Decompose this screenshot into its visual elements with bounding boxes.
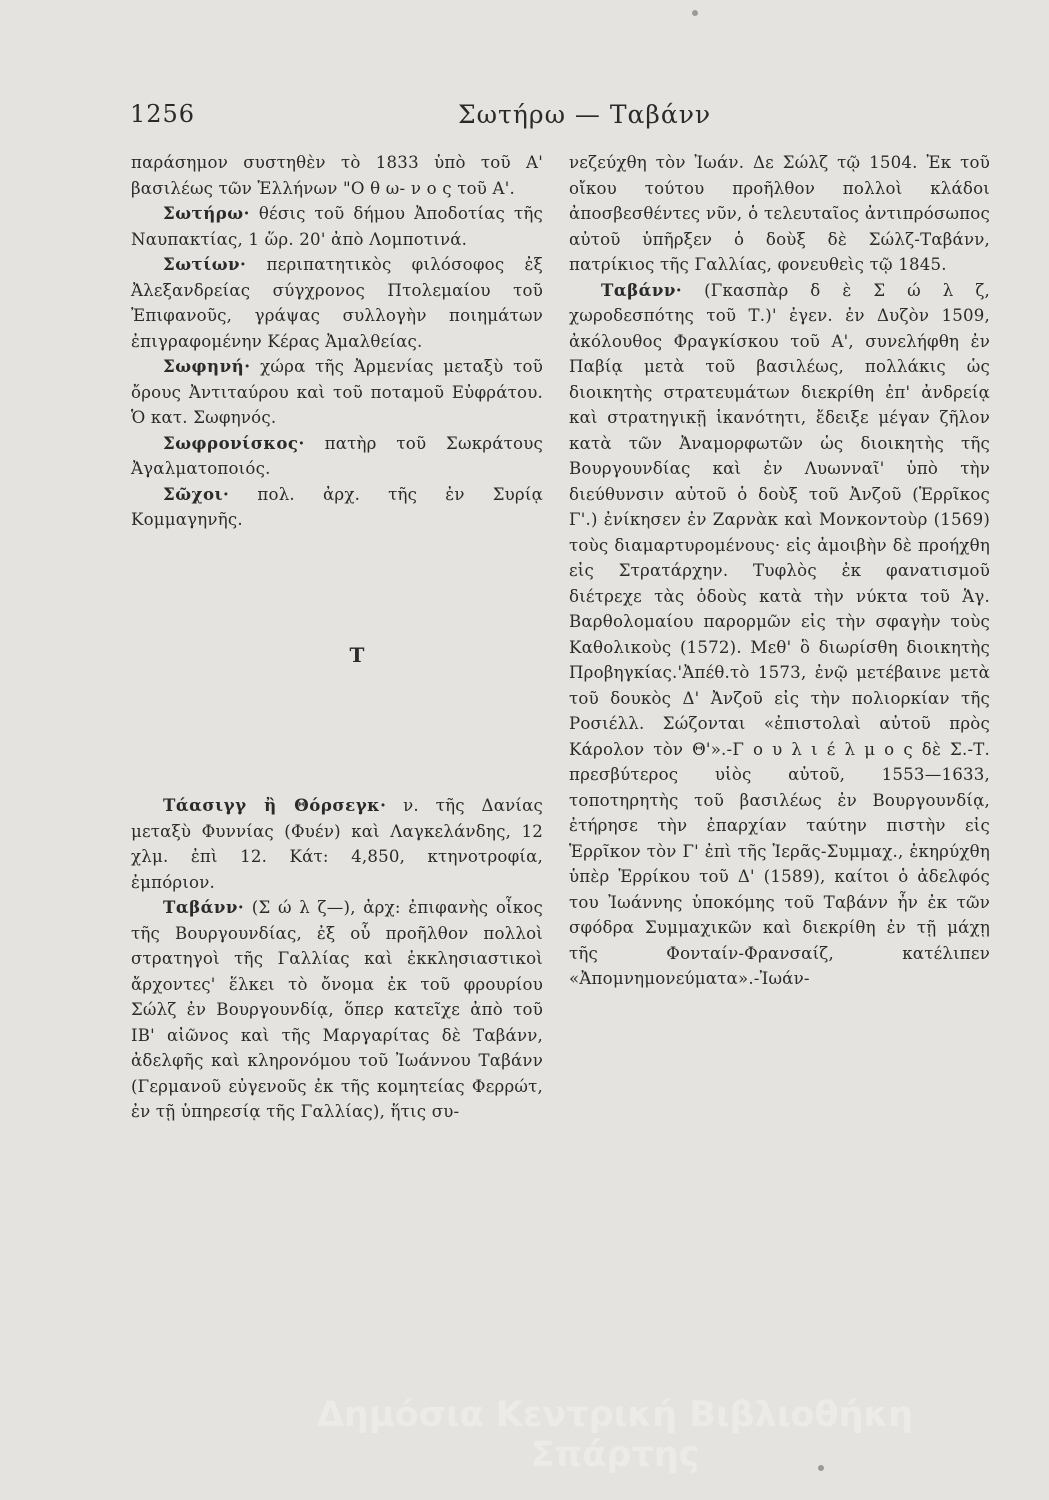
entry-tavannes-house [131, 895, 543, 1125]
entry-text: παράσημον συστηθὲν τὸ 1833 ὑπὸ τοῦ Α' βασιλέως τῶν Ἑλλήνων "Ο θ ω- ν ο ς τοῦ Α'. [131, 153, 543, 198]
page-header [130, 100, 990, 140]
entry-sochoi [131, 482, 543, 533]
running-title: Σωτήρω — Ταβάνν [458, 100, 712, 129]
entry-tavannes-gaspard [569, 278, 990, 992]
right-column [569, 150, 990, 992]
headword: Σωτήρω· [163, 203, 250, 223]
headword: Τάασιγγ ἢ Θόρσεγκ· [163, 795, 387, 815]
headword: Ταβάνν· [163, 897, 245, 917]
section-letter: Τ [349, 642, 365, 667]
entry-text: περιπατητικὸς φιλόσοφος ἐξ Ἀλεξανδρείας σύγχρονος Πτολεμαίου τοῦ Ἐπιφανοῦς, γράψας συλλογὴν ποιημάτων ἐπιγραφομένην Κέρας Ἀμαλθείας. [131, 255, 543, 351]
entry-continuation [131, 150, 543, 201]
entry-sophene [131, 354, 543, 431]
entry-text: ν. τῆς Δανίας μεταξὺ Φυννίας (Φυέν) καὶ Λαγκελάνδης, 12 χλμ. ἐπὶ 12. Κάτ: 4,850, κτηνοτροφία, ἐμπόριον. [131, 796, 543, 892]
entry-text: (Γκασπὰρ δ ὲ Σ ώ λ ζ, χωροδεσπότης τοῦ Τ.)' ἐγεν. ἐν Δυζὸν 1509, ἀκόλουθος Φραγκίσκου τοῦ Α', συνελήφθη ἐν Παβίᾳ μετὰ τοῦ βασιλέως, πολλάκις ὡς διοικητὴς στρατευμάτων διεκρίθη ἐπ' ἀνδρείᾳ καὶ στρατηγικῇ ἱκανότητι, ἔδειξε μέγαν ζῆλον κατὰ τῶν Ἀναμορφωτῶν ὡς διοικητὴς τῆς Βουργουνδίας καὶ ἐν Λυωνναῖ' ὑπὸ τὴν διεύθυνσιν αὐτοῦ ὁ δοὺξ τοῦ Ἀνζοῦ (Ἑρρῖκος Γ'.) ἐνίκησεν ἐν Ζαρνὰκ καὶ Μονκοντοὺρ (1569) τοὺς διαμαρτυρομένους· εἰς ἀμοιβὴν δὲ προήχθη εἰς Στρατάρχην. Τυφλὸς ἐκ φανατισμοῦ διέτρεχε τὰς ὁδοὺς κατὰ τὴν νύκτα τοῦ Ἁγ. Βαρθολομαίου παρορμῶν εἰς τὴν σφαγὴν τοὺς Καθολικοὺς (1572). Μεθ' ὃ διωρίσθη διοικητὴς Προβηγκίας.'Ἀπέθ.τὸ 1573, ἐνῷ μετέβαινε μετὰ τοῦ δουκὸς Δ' Ἀνζοῦ εἰς τὴν πολιορκίαν τῆς Ροσιέλλ. Σώζονται «ἐπιστολαὶ αὐτοῦ πρὸς Κάρολον τὸν Θ'».-Γ ο υ λ ι έ λ μ ο ς δὲ Σ.-Τ. πρεσβύτερος υἱὸς αὐτοῦ, 1553—1633, τοποτηρητὴς τοῦ βασιλέως ἐν Βουργουνδίᾳ, ἐτήρησε τὴν ἐπαρχίαν ταύτην πιστὴν εἰς Ἑρρῖκον τὸν Γ' ἐπὶ τῆς Ἱερᾶς-Συμμαχ., ἐκηρύχθη ὑπὲρ Ἑρρίκου τοῦ Δ' (1589), καίτοι ὁ ἀδελφός του Ἰωάννης ὑποκόμης τοῦ Ταβάνν ἦν ἐκ τῶν σφόδρα Συμμαχικῶν καὶ διεκρίθη ἐν τῇ μάχῃ τῆς Φονταίν-Φρανσαίζ, κατέλιπεν «Ἀπομνημονεύματα».-Ἰωάν- [569, 280, 990, 988]
headword: Σωτίων· [163, 254, 247, 274]
entry-text: χώρα τῆς Ἀρμενίας μεταξὺ τοῦ ὄρους Ἀντιταύρου καὶ τοῦ ποταμοῦ Εὐφράτου. Ὁ κατ. Σωφηνός. [131, 357, 543, 427]
entry-text: νεζεύχθη τὸν Ἰωάν. Δε Σώλζ τῷ 1504. Ἐκ τοῦ οἴκου τούτου προῆλθον πολλοὶ κλάδοι ἀποσβεσθέντες νῦν, ὁ τελευταῖος ἀντιπρόσωπος αὐτοῦ ὑπῆρξεν ὁ δοὺξ δὲ Σώλζ-Ταβάνν, πατρίκιος τῆς Γαλλίας, φονευθεὶς τῷ 1845. [569, 153, 990, 274]
headword: Σωφρονίσκος· [163, 432, 305, 453]
ink-dot-top [692, 10, 698, 16]
headword: Σῶχοι· [163, 483, 230, 504]
headword: Ταβάνν· [601, 279, 683, 300]
page-number: 1256 [130, 100, 196, 128]
entry-taasing [131, 793, 543, 895]
entry-continuation [569, 150, 990, 278]
entry-sotion [131, 252, 543, 354]
headword: Σωφηνή· [163, 356, 251, 376]
entry-text: πατὴρ τοῦ Σωκράτους Ἀγαλματοποιός. [131, 433, 543, 478]
entry-text: (Σ ώ λ ζ—), ἀρχ: ἐπιφανὴς οἶκος τῆς Βουργουνδίας, ἐξ οὗ προῆλθον πολλοὶ στρατηγοὶ τῆς Γαλλίας καὶ ἐκκλησιαστικοὶ ἄρχοντες' ἕλκει τὸ ὄνομα ἐκ τοῦ φρουρίου Σώλζ ἐν Βουργουνδίᾳ, ὅπερ κατεῖχε ἀπὸ τοῦ ΙΒ' αἰῶνος καὶ τῆς Μαργαρίτας δὲ Ταβάνν, ἀδελφῆς καὶ κληρονόμου τοῦ Ἰωάννου Ταβάνν (Γερμανοῦ εὐγενοῦς ἐκ τῆς κομητείας Φερρώτ, ἐν τῇ ὑπηρεσίᾳ τῆς Γαλλίας), ἥτις συ- [131, 898, 543, 1121]
library-watermark: Δημόσια Κεντρική Βιβλιοθήκη Σπάρτης [316, 1395, 914, 1475]
left-column [131, 150, 543, 1125]
entry-sophroniskos [131, 431, 543, 482]
entry-sotero [131, 201, 543, 252]
entry-text: θέσις τοῦ δήμου Ἀποδοτίας τῆς Ναυπακτίας, 1 ὥρ. 20' ἀπὸ Λομποτινά. [131, 204, 543, 249]
entry-text: πολ. ἀρχ. τῆς ἐν Συρίᾳ Κομμαγηνῆς. [131, 484, 543, 529]
